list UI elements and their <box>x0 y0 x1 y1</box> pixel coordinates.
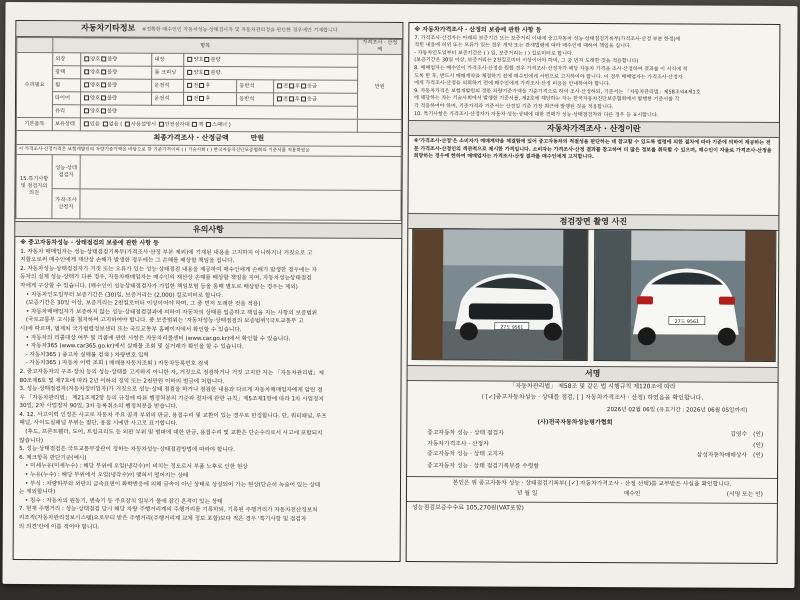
signer-role: 중고자동차 성능 · 상태 고지자 <box>427 451 504 458</box>
opt-label: 잭 <box>198 121 204 128</box>
other-info-note: ※정확한 매수인인 자동차성능·상태검사자 및 자동차관리정을 판단한 경우에만 기재합니다 <box>142 26 338 34</box>
signature-section <box>407 379 778 516</box>
repair-corner <box>17 37 53 52</box>
row-wheel-passenger-opts[interactable] <box>273 80 357 93</box>
caution-line: - 자동차365 ) 중고차 실매물 검색 ) 차량번호 입력 <box>25 351 149 359</box>
checkbox[interactable] <box>101 56 106 61</box>
signature-date: 2026년 02월 06일 (유효기간 : 2026년 06월 05일까지) <box>606 407 748 414</box>
final-price-label: 최종가격조사 · 산정금액 <box>153 133 229 143</box>
signer-role: 중고자동차 성능 · 상태 점검자 <box>427 430 504 437</box>
checkbox[interactable] <box>101 69 106 74</box>
checkbox[interactable] <box>84 82 89 87</box>
caution-line: • 침수 : 자동차의 원동기, 변속기 등 주요장치 일부가 물에 잠긴 흔적이 있는 상태 <box>24 497 223 505</box>
caution-line: 80조제6호 및 제7호에 따라 2년 이하의 징역 또는 2천만원 이하의 벌금에 처합니다. <box>19 377 225 385</box>
caution-line: - 자동차365 ) 자동차 이력 조회 ) 매매용자동차조회 ) 자동차등록번호 검색 <box>25 360 209 368</box>
photo-section-title: 점검장면 촬영 사진 <box>408 213 778 231</box>
confirm-date: 년 월 일 <box>516 490 538 497</box>
caution-line: 시)에 따르며, 법제처 국가법령정보센터 또는 국토교통부 홈페이지에서 확인할 수 있습니다. <box>19 325 242 334</box>
caution-line: • 자동차인도일부터 보증기간은 (30)일, 보증거리는 (2,000) 킬로미터로 합니다. <box>25 291 224 299</box>
checkbox[interactable] <box>301 96 306 101</box>
row-wheel-passenger-label: 동반석 <box>237 80 274 93</box>
caution-line: 동차의 실제 성능·상태가 다른 경우, 자동차매매업자는 매수인의 재산상 손해를 배상할 책임을 지며, 자동차성능상태점검 <box>20 274 312 282</box>
appraisal-guarantee-line: 적힌 내용에 허위 또는 오류가 있는 경우 계약 또는 관계법령에 따라 매수인에 대하여 책임을 집니다. <box>414 42 632 50</box>
fee-footer: 성능점검보증수수료 105,270원(VAT포함) <box>411 503 524 512</box>
opt-label: 불량 <box>107 94 118 102</box>
appraisal-guarantee-line: 도록 한 후, 반드시 매매계약을 체결하기 전에 매수인에게 서면으로 고지하여야 합니다. 이 경우 매매업자는 가격조사·산정자 <box>414 72 683 81</box>
appraisal-guarantee-line: 10. 특기사항은 가격조사·산정자가 자동차 성능·상태에 대한 견해가 성능·상태점검자와 다른 경우 등 표시합니다. <box>413 110 659 118</box>
basic-status-label: 보유상태 <box>52 118 80 131</box>
row-wheel-label: 휠 <box>53 79 81 92</box>
caution-line: 3. 성능·상태점검자(자동차정비업자)가 거짓으로 성능·상태 점검을 하거나 점검한 내용과 다르게 자동차매매업자에게 알린 경 <box>19 386 323 394</box>
opt-label: 양호 <box>90 55 101 62</box>
checkbox[interactable] <box>84 56 89 61</box>
checkbox[interactable] <box>192 121 197 126</box>
checkbox[interactable] <box>103 121 108 126</box>
checkbox[interactable] <box>206 121 211 126</box>
caution-line: 리조직(자동차관리정보시스템)으로부터 받은 주행거리(주행거리계 교체 정보 포함)보다 적은 경우 '특기사항 및 점검자 <box>18 515 307 523</box>
caution-body <box>14 237 402 535</box>
checkbox[interactable] <box>84 95 89 100</box>
row-interior-opts[interactable] <box>184 53 358 67</box>
caution-line: 7. 현재 주행거리 : 성능·상태점검 당시 해당 차량 주행거리계의 주행거리를 기록하되, 기록된 주행거리가 자동차전산정보처 <box>18 506 318 514</box>
car-front-photo <box>413 229 589 361</box>
checkbox[interactable] <box>199 95 204 100</box>
caution-line: (후드, 프론트휀더, 도어, 트렁크리드 등 외판 부위 및 범퍼에 대한 판금, 용접수리 및 교환은 단순수리로서 사고에 포함되지 <box>25 429 323 437</box>
row-tire-driver-opts[interactable] <box>184 92 237 105</box>
appraisal-definition-text: ※'가격조사·산정'은 소비자가 매매계약을 체결함에 있어 중고자동차의 적절성을 판단하는 데 참고할 수 있도록 법령에 의한 절차에 따라 기준에 의하여 제공하는 전문 가격조사·산정인의 객관적으로 제시한 가격입니다. 소비자는 가격조사·산정 결과를 참고하여 더 많은 정보를 취득할 수 있으며, 매수인이 자율로 가격조사·산정을 희망하는 경우에 한하여 매매업자는 가격조사·산정 결과를 매수인에게 고지합니다. <box>413 138 772 161</box>
confirm-line <box>407 489 777 500</box>
signature-org: (사)전국자동차성능평가협회 <box>537 418 613 426</box>
caution-line: 자에게 구상할 수 있습니다. (매수인이 성능상태점검자가 가입한 책임보험 등을 통해 별도로 배상받는 경우는 제외) <box>20 282 298 291</box>
caution-line: (보증기간은 30일 이상, 보증거리는 2천킬로미터 이상이어야 하며, 그 중 먼저 도래한 것을 적용) <box>25 300 261 308</box>
checkbox[interactable] <box>277 83 282 88</box>
row-tire-passenger-opts[interactable] <box>273 93 357 106</box>
opt-label: 전 <box>282 82 288 89</box>
signature-law: 「자동차관리법」 제58조 및 같은 법 시행규칙 제120조에 따라 <box>509 382 676 391</box>
checkbox[interactable] <box>84 69 89 74</box>
car-rear-photo <box>595 230 777 362</box>
row-wheel-opts[interactable] <box>81 79 152 92</box>
checkbox[interactable] <box>289 96 294 101</box>
price-header: 가격조사 · 산정액 <box>358 39 402 54</box>
checkbox[interactable] <box>101 82 106 87</box>
row-tire-label: 타이어 <box>52 92 80 105</box>
plate-text: 27도 9561 <box>500 325 524 331</box>
caution-line: • 부식 : 차량하부와 외판의 금속표면이 화학반응에 의해 금속이 아닌 상태로 상실되어 가는 현상(단순히 녹슬어 있는 상태 <box>24 480 321 489</box>
caution-line: 는 제외합니다) <box>18 489 56 496</box>
checkbox[interactable] <box>289 83 294 88</box>
checkbox[interactable] <box>277 96 282 101</box>
caution-line: 2. 자동차성능·상태점검자가 거짓 또는 오류가 있는 성능·상태점검 내용을 제공하여 매수인에게 손해가 발생한 경우에는 자 <box>20 265 317 274</box>
caution-line: 5. 성능·상태점검은 국토교통부장관이 정하는 자동차성능·상태점검방법에 따라야 합니다. <box>19 446 236 454</box>
opt-label: 불량 <box>210 56 221 63</box>
appraisal-guarantee-list <box>414 35 774 120</box>
checkbox[interactable] <box>187 69 192 74</box>
signer-seal: (인) <box>753 442 764 449</box>
opt-label: 사용설명서 <box>130 121 157 128</box>
opt-label: 후 <box>205 82 211 89</box>
row-cleaning-label: 룸 크리닝 <box>152 66 184 79</box>
caution-line: 의 의견'란에 이를 적어야 합니다. <box>18 523 100 531</box>
special-notes-label: 15.특기사항 및 점검자의 의견 <box>16 154 52 218</box>
special-inspector-field[interactable] <box>80 155 401 191</box>
caution-line: • 자동차365 (www.car365.go.kr)에서 실매물 조회 및 실거래가 확인을 할 수 있습니다. <box>25 343 244 351</box>
signature-rows <box>407 428 777 462</box>
caution-title: 유의사항 <box>15 221 401 239</box>
appraisal-guarantee-line: 8. 매매업자는 매수인이 가격조사·산정을 원할 경우 가격조사·산정자가 해당 자동차 가격을 조사·산정하여 결과를 이 서식에 적 <box>414 65 688 73</box>
inspection-photo-front <box>412 228 589 361</box>
opt-label: 양호 <box>89 107 101 114</box>
opt-label: 스패너 <box>212 121 228 128</box>
caution-line: 4. 12. 사고이력 인정은 사고로 자동차 주요 골격 부위의 판금, 용접수리 및 교환이 있는 경우로 한정합니다. 단, 쿼터패널, 루프 <box>19 411 327 420</box>
opt-label: 있음 <box>89 120 100 127</box>
opt-label: 후 <box>294 95 300 102</box>
opt-label: 전 <box>193 82 199 89</box>
checkbox[interactable] <box>188 56 193 61</box>
row-exterior-label: 외장 <box>53 53 81 66</box>
opt-label: 응급 <box>306 96 317 103</box>
checkbox[interactable] <box>125 121 130 126</box>
checkbox[interactable] <box>187 95 192 100</box>
appraisal-guarantee-line: 9. 자동차가격은 보험개발원의 정한 차량기준가액을 기준가격으로 하여 조사·산정하되, 기준서는 「자동차관리법」제58조의4제1호 <box>414 87 701 96</box>
opt-label: 전 <box>193 95 199 102</box>
opt-label: 불량 <box>107 68 118 76</box>
opt-label: 후 <box>294 82 300 89</box>
caution-line: 않습니다) <box>19 437 44 444</box>
row-wheel-driver-opts[interactable] <box>184 79 237 92</box>
opt-label: 전 <box>282 95 288 102</box>
opt-label: 없음 <box>108 120 119 128</box>
row-exterior-opts[interactable] <box>81 53 152 66</box>
checkbox[interactable] <box>84 108 89 113</box>
opt-label: 양호 <box>90 68 101 75</box>
repair-needed-label: 수리필요 <box>16 52 52 117</box>
opt-label: 양호 <box>193 56 204 63</box>
opt-label: 불량 <box>107 81 118 89</box>
caution-line: 패널, 사이드실패널 부위는 절단, 용접 시에만 사고로 표기합니다. <box>19 420 178 428</box>
appraisal-guarantee-line: 각 적용하여야 하며, 기준가격과 기준서는 산정일 기준 가장 최근에 발행된 것을 적용합니다. <box>413 103 614 111</box>
appraisal-guarantee-line: (보증기간은 30일 이상, 보증거리는 2천킬로미터 이상이어야 하며, 그 중 먼저 도래한 것을 적용합니다) <box>414 57 639 65</box>
opt-label: 양호 <box>90 94 101 101</box>
left-panel <box>13 20 404 562</box>
row-tire-driver-label: 운전석 <box>152 92 184 105</box>
signer-name: 삼성자동차매매상사 <box>696 452 748 460</box>
checkbox[interactable] <box>159 121 164 126</box>
signature-declaration: ( [✓]중고자동차성능 · 상태를 점검, [ ] 자동차가격조사 · 산정) 하였음을 확인합니다. <box>481 393 704 402</box>
buyer-seal: (서명 또는 인) <box>726 491 763 499</box>
signer-seal: (인) <box>753 453 764 460</box>
basic-items-opts[interactable]: 있음 없음 ( 사용설명서 안전삼각대 잭 스패너 ) <box>80 118 357 132</box>
opt-label: 후 <box>205 95 211 102</box>
caution-list <box>19 248 396 534</box>
caution-line: 2. 중고자동차의 구조·장치 등의 성능·상태를 고지하지 아니한 자, 거짓으로 점검하거나 거짓 고지한 자는 「자동차관리법」제 <box>19 368 324 377</box>
document-page <box>2 2 797 588</box>
checkbox[interactable] <box>101 108 106 113</box>
signer-seal: (인) <box>753 432 764 439</box>
special-appraiser-field[interactable] <box>80 189 401 221</box>
checkbox[interactable] <box>205 56 210 61</box>
caution-line: (국토교통부 고시)를 철저하여 고지하여야 합니다. 중 보증범위는 '자동차성능·상태점검의 보증범위'(국토교통부 고 <box>25 317 304 325</box>
appraisal-guarantee-line: 에 해당하는 자는 기술사회에서 발행한 기준서를, 제2호에 해당하는 자는 한국자동차진단보증협회에서 발행한 기준서를 각 <box>414 95 680 103</box>
caution-line: 우 「자동차관리법」 제21조제2항 등의 규정에 따른 행정처분의 기준과 절차에 관한 규칙」제5조제1항에 따라 1차 사업정지 <box>19 394 324 403</box>
caution-line: 30일, 2차 사업정지 90일, 3차 등록취소의 행정처분을 받습니다. <box>19 403 178 411</box>
signer-role: 자동차가격조사 · 산정자 <box>427 440 489 448</box>
opt-label: 불량 <box>210 69 221 76</box>
signature-title: 서명 <box>408 365 778 383</box>
final-price-unit: 만원 <box>250 134 265 143</box>
appraisal-definition-title: 자동차가격조사 · 산정이란 <box>409 120 779 138</box>
checkbox[interactable] <box>84 121 89 126</box>
appraisal-guarantee-line: - 자동차인도일부터 보증기간은 ( ) 일, 보증거리는 ( ) 킬로미터로 합니다. <box>414 49 574 57</box>
opt-label: 불량 <box>106 107 118 115</box>
caution-line: 6. 체크항목 판단기준(예시) <box>19 454 87 462</box>
receipt-label: 중고자동차 성능 · 상태 점검기록부를 수령함 <box>427 463 539 470</box>
caution-line: • 누유(누수) : 해당 부위에서 오일(냉각수)이 맺혀서 떨어지는 상태 <box>25 472 189 479</box>
caution-line: • 자동차매매업자가 보증하지 않는 성능·상태점검결과에 의하여 자동차의 상태를 입증하고 책임을 지는 사항의 보증범위 <box>25 308 318 317</box>
inspection-photo-rear <box>594 229 777 362</box>
row-cleaning-opts[interactable] <box>184 66 358 80</box>
row-wheel-driver-label: 운전석 <box>152 79 184 92</box>
buyer-label: 매수인 <box>623 491 641 498</box>
appraisal-guarantee <box>409 23 780 122</box>
checkbox[interactable] <box>101 95 106 100</box>
checkbox[interactable] <box>204 69 209 74</box>
row-tire-opts[interactable] <box>80 92 151 105</box>
standard-note: 이 가격조사·산정가격은 보험개발원의 차량기준가액을 바탕으로 한 기준가격이며 ( ) 기술사회 ( ) 한국자동차진단보증협회의 기준서를 적용하였음 <box>16 144 401 156</box>
signer-name: 김영수 <box>730 431 748 439</box>
opt-label: 양호 <box>90 81 101 88</box>
row-polish-opts[interactable] <box>81 66 152 79</box>
row-tire-passenger-label: 동반석 <box>237 93 274 106</box>
appraisal-guarantee-line: 에게 가격조사·산정을 의뢰하기 전에 매수인에게 가격조사·산정 비용을 안내하여야 합니다. <box>414 80 611 88</box>
basic-items-label: 기본품목 <box>16 117 52 130</box>
other-info-title-text: 자동차기타정보 <box>81 23 136 33</box>
repair-table <box>15 37 402 221</box>
basic-price-cell <box>357 119 401 132</box>
appraisal-guarantee-line: 7. 가격조사·산정자는 아래의 보증기간 또는 보증거리 이내에 중고자동차 성능·상태점검기록부(가격조사·산정 부분 한정)에 <box>414 34 681 43</box>
opt-label: 안전삼각대 <box>164 121 190 128</box>
appraisal-guarantee-heading: ※ 자동차가격조사 · 산정의 보증에 관한 사항 등 <box>414 26 542 34</box>
opt-label: 응급 <box>306 83 318 90</box>
checkbox[interactable] <box>199 82 204 87</box>
special-inspector-label: 성능·상태 점검자 <box>52 155 80 189</box>
caution-line: 1. 자동차 매매업자는 성능·상태점검기록부(가격조사·산정 부분 제외)에 기재된 내용을 고지하지 아니하거나 거짓으로 고 <box>20 248 313 257</box>
checkbox[interactable] <box>187 82 192 87</box>
opt-label: 양호 <box>193 69 204 76</box>
row-glass-label: 유리 <box>52 105 80 118</box>
row-polish-label: 광택 <box>53 66 81 79</box>
items-header: 항목 <box>53 38 358 55</box>
row-interior-label: 내장 <box>152 53 184 66</box>
plate-text: 27도 9561 <box>674 319 700 326</box>
caution-line: • 자동차의 리콜대상 여부 및 리콜에 관한 사항은 자동차리콜센터 (www.car.go.kr)에서 확인할 수 있습니다. <box>25 334 291 342</box>
caution-line: • 미세누유(미세누수) : 해당 부위에 오일(냉각수)이 비치는 정도로서 부품 노후로 인한 현상 <box>25 463 248 471</box>
price-unit: 만원 <box>357 54 401 119</box>
caution-line: 지함으로써 매수인에게 재산상 손해가 발생한 경우에는 그 손해를 배상할 책임을 집니다. <box>20 257 235 265</box>
confirm-text: 본인은 위 중고자동차 성능 · 상태점검기록부( [✓] 자동차가격조사 · 산정 선택)를 교부받은 사실을 확인합니다. <box>452 479 732 488</box>
special-appraiser-label: 가격·조사 산정자 <box>52 189 80 219</box>
caution-heading: ※ 중고자동차성능 · 상태점검의 보증에 관한 사항 등 <box>20 239 159 247</box>
checkbox[interactable] <box>301 83 306 88</box>
right-panel <box>406 22 781 564</box>
opt-label: 불량 <box>107 55 118 63</box>
